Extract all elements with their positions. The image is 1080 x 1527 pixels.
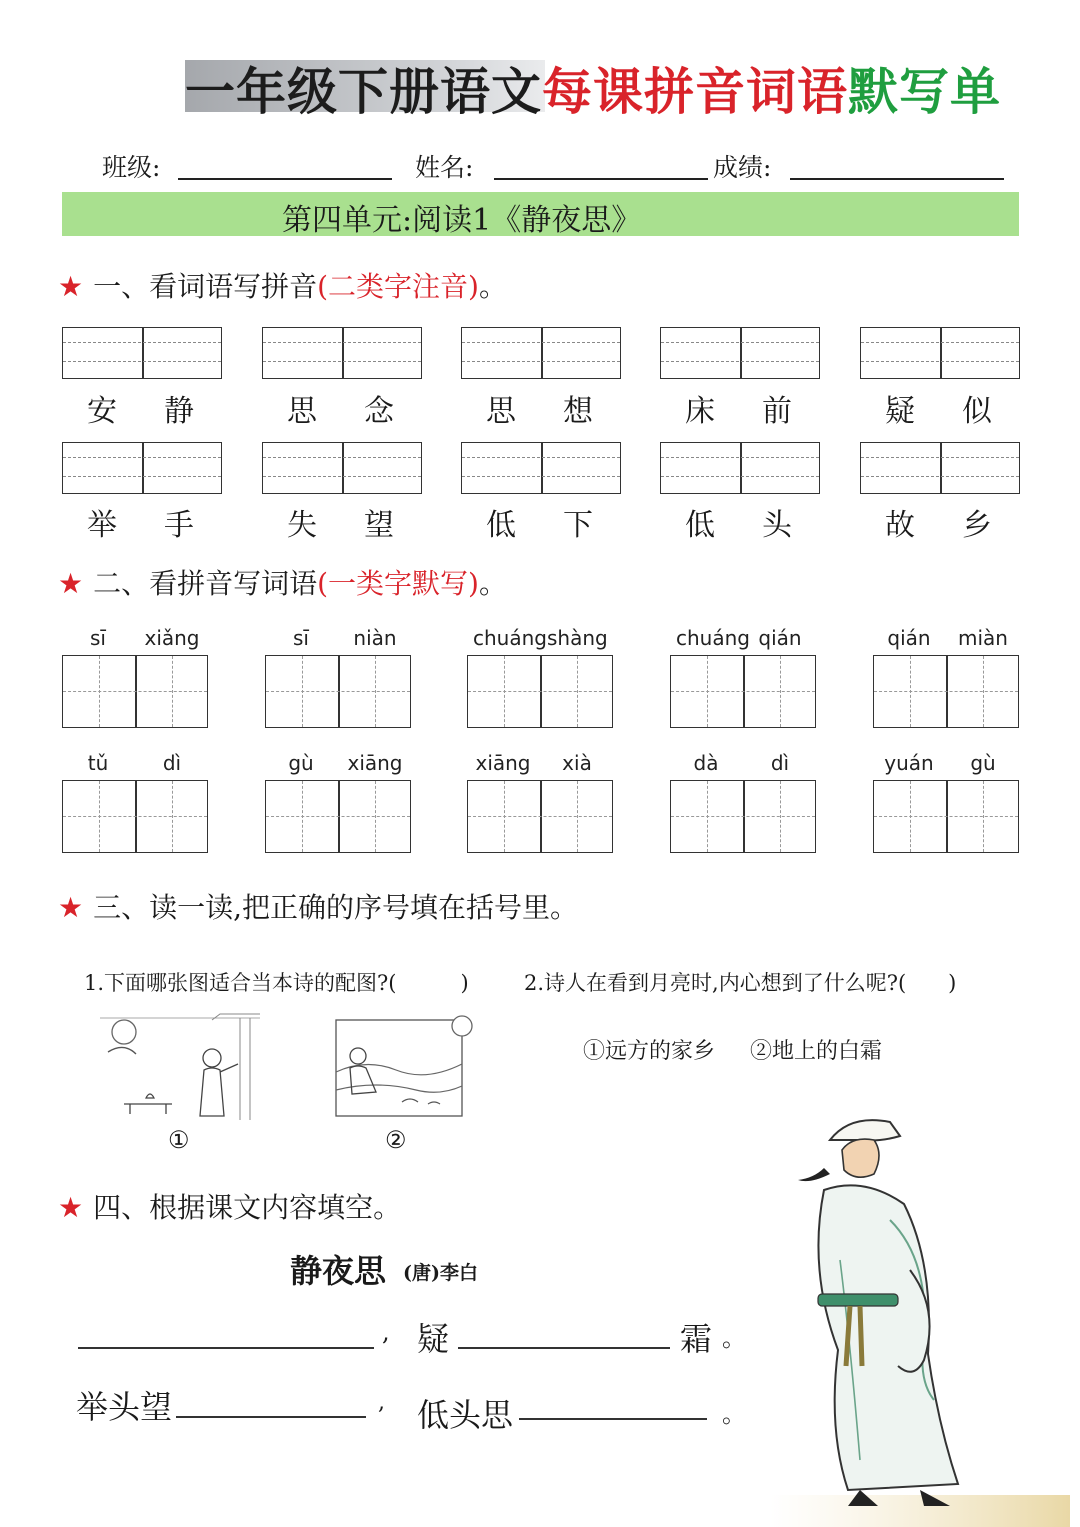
- pinyin-box[interactable]: [860, 442, 1020, 494]
- word-character: 思: [486, 394, 516, 429]
- pinyin-label: dà: [693, 751, 719, 775]
- writing-grid-box[interactable]: [873, 780, 1019, 853]
- section2-heading: [58, 562, 507, 602]
- pinyin-label: gù: [288, 751, 314, 775]
- pinyin-box[interactable]: [62, 327, 222, 379]
- section1-end: 。: [478, 270, 507, 303]
- poem-comma-1: ,: [382, 1318, 390, 1346]
- picture-label-2: ②: [385, 1126, 407, 1154]
- pinyin-label: miàn: [958, 626, 1008, 650]
- title-part2: 每课拼音词语: [542, 62, 848, 121]
- star-icon: ★: [58, 891, 84, 924]
- name-field[interactable]: [494, 178, 708, 180]
- word-character: 念: [364, 394, 394, 429]
- word-character: 低: [486, 508, 516, 543]
- worksheet-title: [185, 52, 1001, 121]
- poem-period-2: 。: [722, 1400, 746, 1428]
- word-character: 想: [563, 394, 593, 429]
- pinyin-label: shàng: [547, 626, 608, 650]
- word-character: 失: [287, 508, 317, 543]
- pinyin-label: xiāng: [347, 751, 403, 775]
- writing-grid-box[interactable]: [62, 780, 208, 853]
- section4-title: 四、根据课文内容填空。: [93, 1191, 402, 1224]
- section2-title: 二、看拼音写词语: [93, 567, 318, 600]
- section1-note: (二类字注音): [317, 270, 479, 303]
- class-field[interactable]: [178, 178, 392, 180]
- section2-end: 。: [478, 567, 507, 600]
- poem-comma-2: ,: [378, 1390, 385, 1415]
- unit-banner: [62, 192, 1019, 236]
- pinyin-box[interactable]: [461, 327, 621, 379]
- poem-line2-start: 举头望: [76, 1388, 173, 1426]
- option-2: ②地上的白霜: [750, 1039, 883, 1064]
- poem-line2-mid: 低头思: [417, 1396, 514, 1434]
- poem-blank-3[interactable]: [176, 1416, 366, 1418]
- pinyin-label: chuáng: [473, 626, 547, 650]
- title-part3: 默写单: [848, 62, 1001, 121]
- word-character: 安: [87, 394, 117, 429]
- writing-grid-box[interactable]: [670, 780, 816, 853]
- writing-grid-box[interactable]: [62, 655, 208, 728]
- poem-blank-1[interactable]: [78, 1347, 374, 1349]
- poem-blank-4[interactable]: [519, 1418, 707, 1420]
- poet-illustration: [770, 1110, 1070, 1527]
- word-character: 手: [164, 508, 194, 543]
- picture-label-1: ①: [168, 1126, 190, 1154]
- poem-line1-mid: 疑: [417, 1320, 450, 1358]
- pinyin-label: dì: [770, 751, 790, 775]
- word-character: 静: [164, 394, 194, 429]
- name-label: 姓名:: [415, 153, 474, 182]
- word-character: 故: [885, 508, 915, 543]
- writing-grid-box[interactable]: [467, 655, 613, 728]
- title-part1: 一年级下册语文: [185, 62, 542, 121]
- pinyin-label: xià: [562, 751, 592, 775]
- poem-line1-end: 霜: [680, 1320, 713, 1358]
- class-label: 班级:: [102, 153, 161, 182]
- writing-grid-box[interactable]: [670, 655, 816, 728]
- unit-title: 第四单元:阅读1《静夜思》: [282, 203, 642, 238]
- picture-option-1: [100, 1012, 260, 1120]
- pinyin-label: tǔ: [87, 751, 109, 775]
- star-icon: ★: [58, 567, 84, 600]
- writing-grid-box[interactable]: [873, 655, 1019, 728]
- pinyin-label: niàn: [353, 626, 397, 650]
- question2: [524, 967, 956, 997]
- section3-heading: [58, 886, 578, 926]
- pinyin-box[interactable]: [62, 442, 222, 494]
- word-character: 低: [685, 508, 715, 543]
- pinyin-box[interactable]: [461, 442, 621, 494]
- pinyin-box[interactable]: [262, 327, 422, 379]
- pinyin-label: dì: [162, 751, 182, 775]
- picture-option-2: [332, 1012, 480, 1120]
- question1-close: ): [460, 971, 469, 995]
- question1: [84, 967, 469, 997]
- poem-title: 静夜思: [290, 1252, 387, 1290]
- question2-close: ): [948, 971, 957, 995]
- pinyin-label: chuáng: [676, 626, 750, 650]
- pinyin-box[interactable]: [660, 327, 820, 379]
- star-icon: ★: [58, 270, 84, 303]
- pinyin-label: yuán: [884, 751, 934, 775]
- writing-grid-box[interactable]: [467, 780, 613, 853]
- word-character: 乡: [962, 508, 992, 543]
- word-character: 下: [563, 508, 593, 543]
- pinyin-label: qián: [887, 626, 931, 650]
- option-1: ①远方的家乡: [583, 1039, 716, 1064]
- pinyin-label: gù: [970, 751, 996, 775]
- score-label: 成绩:: [713, 153, 772, 182]
- pinyin-label: xiāng: [475, 751, 531, 775]
- poem-period-1: 。: [722, 1324, 746, 1352]
- pinyin-label: xiǎng: [144, 626, 200, 650]
- word-character: 举: [87, 508, 117, 543]
- pinyin-box[interactable]: [860, 327, 1020, 379]
- score-field[interactable]: [790, 178, 1004, 180]
- star-icon: ★: [58, 1191, 84, 1224]
- question2-text: 2.诗人在看到月亮时,内心想到了什么呢?(: [524, 971, 907, 995]
- section3-title: 三、读一读,把正确的序号填在括号里。: [93, 891, 579, 924]
- section4-heading: [58, 1186, 401, 1226]
- word-character: 疑: [885, 394, 915, 429]
- pinyin-label: qián: [758, 626, 802, 650]
- question1-text: 1.下面哪张图适合当本诗的配图?(: [84, 971, 397, 995]
- pinyin-label: sī: [293, 626, 309, 650]
- pinyin-box[interactable]: [660, 442, 820, 494]
- writing-grid-box[interactable]: [265, 655, 411, 728]
- writing-grid-box[interactable]: [265, 780, 411, 853]
- word-character: 思: [287, 394, 317, 429]
- word-character: 似: [962, 394, 992, 429]
- pinyin-box[interactable]: [262, 442, 422, 494]
- pinyin-label: sī: [90, 626, 106, 650]
- word-character: 前: [762, 394, 792, 429]
- section1-heading: [58, 265, 507, 305]
- section2-note: (一类字默写): [317, 567, 479, 600]
- word-character: 望: [364, 508, 394, 543]
- poem-author: (唐)李白: [403, 1262, 478, 1284]
- word-character: 床: [685, 394, 715, 429]
- poem-blank-2[interactable]: [458, 1347, 670, 1349]
- word-character: 头: [762, 508, 792, 543]
- section1-title: 一、看词语写拼音: [93, 270, 318, 303]
